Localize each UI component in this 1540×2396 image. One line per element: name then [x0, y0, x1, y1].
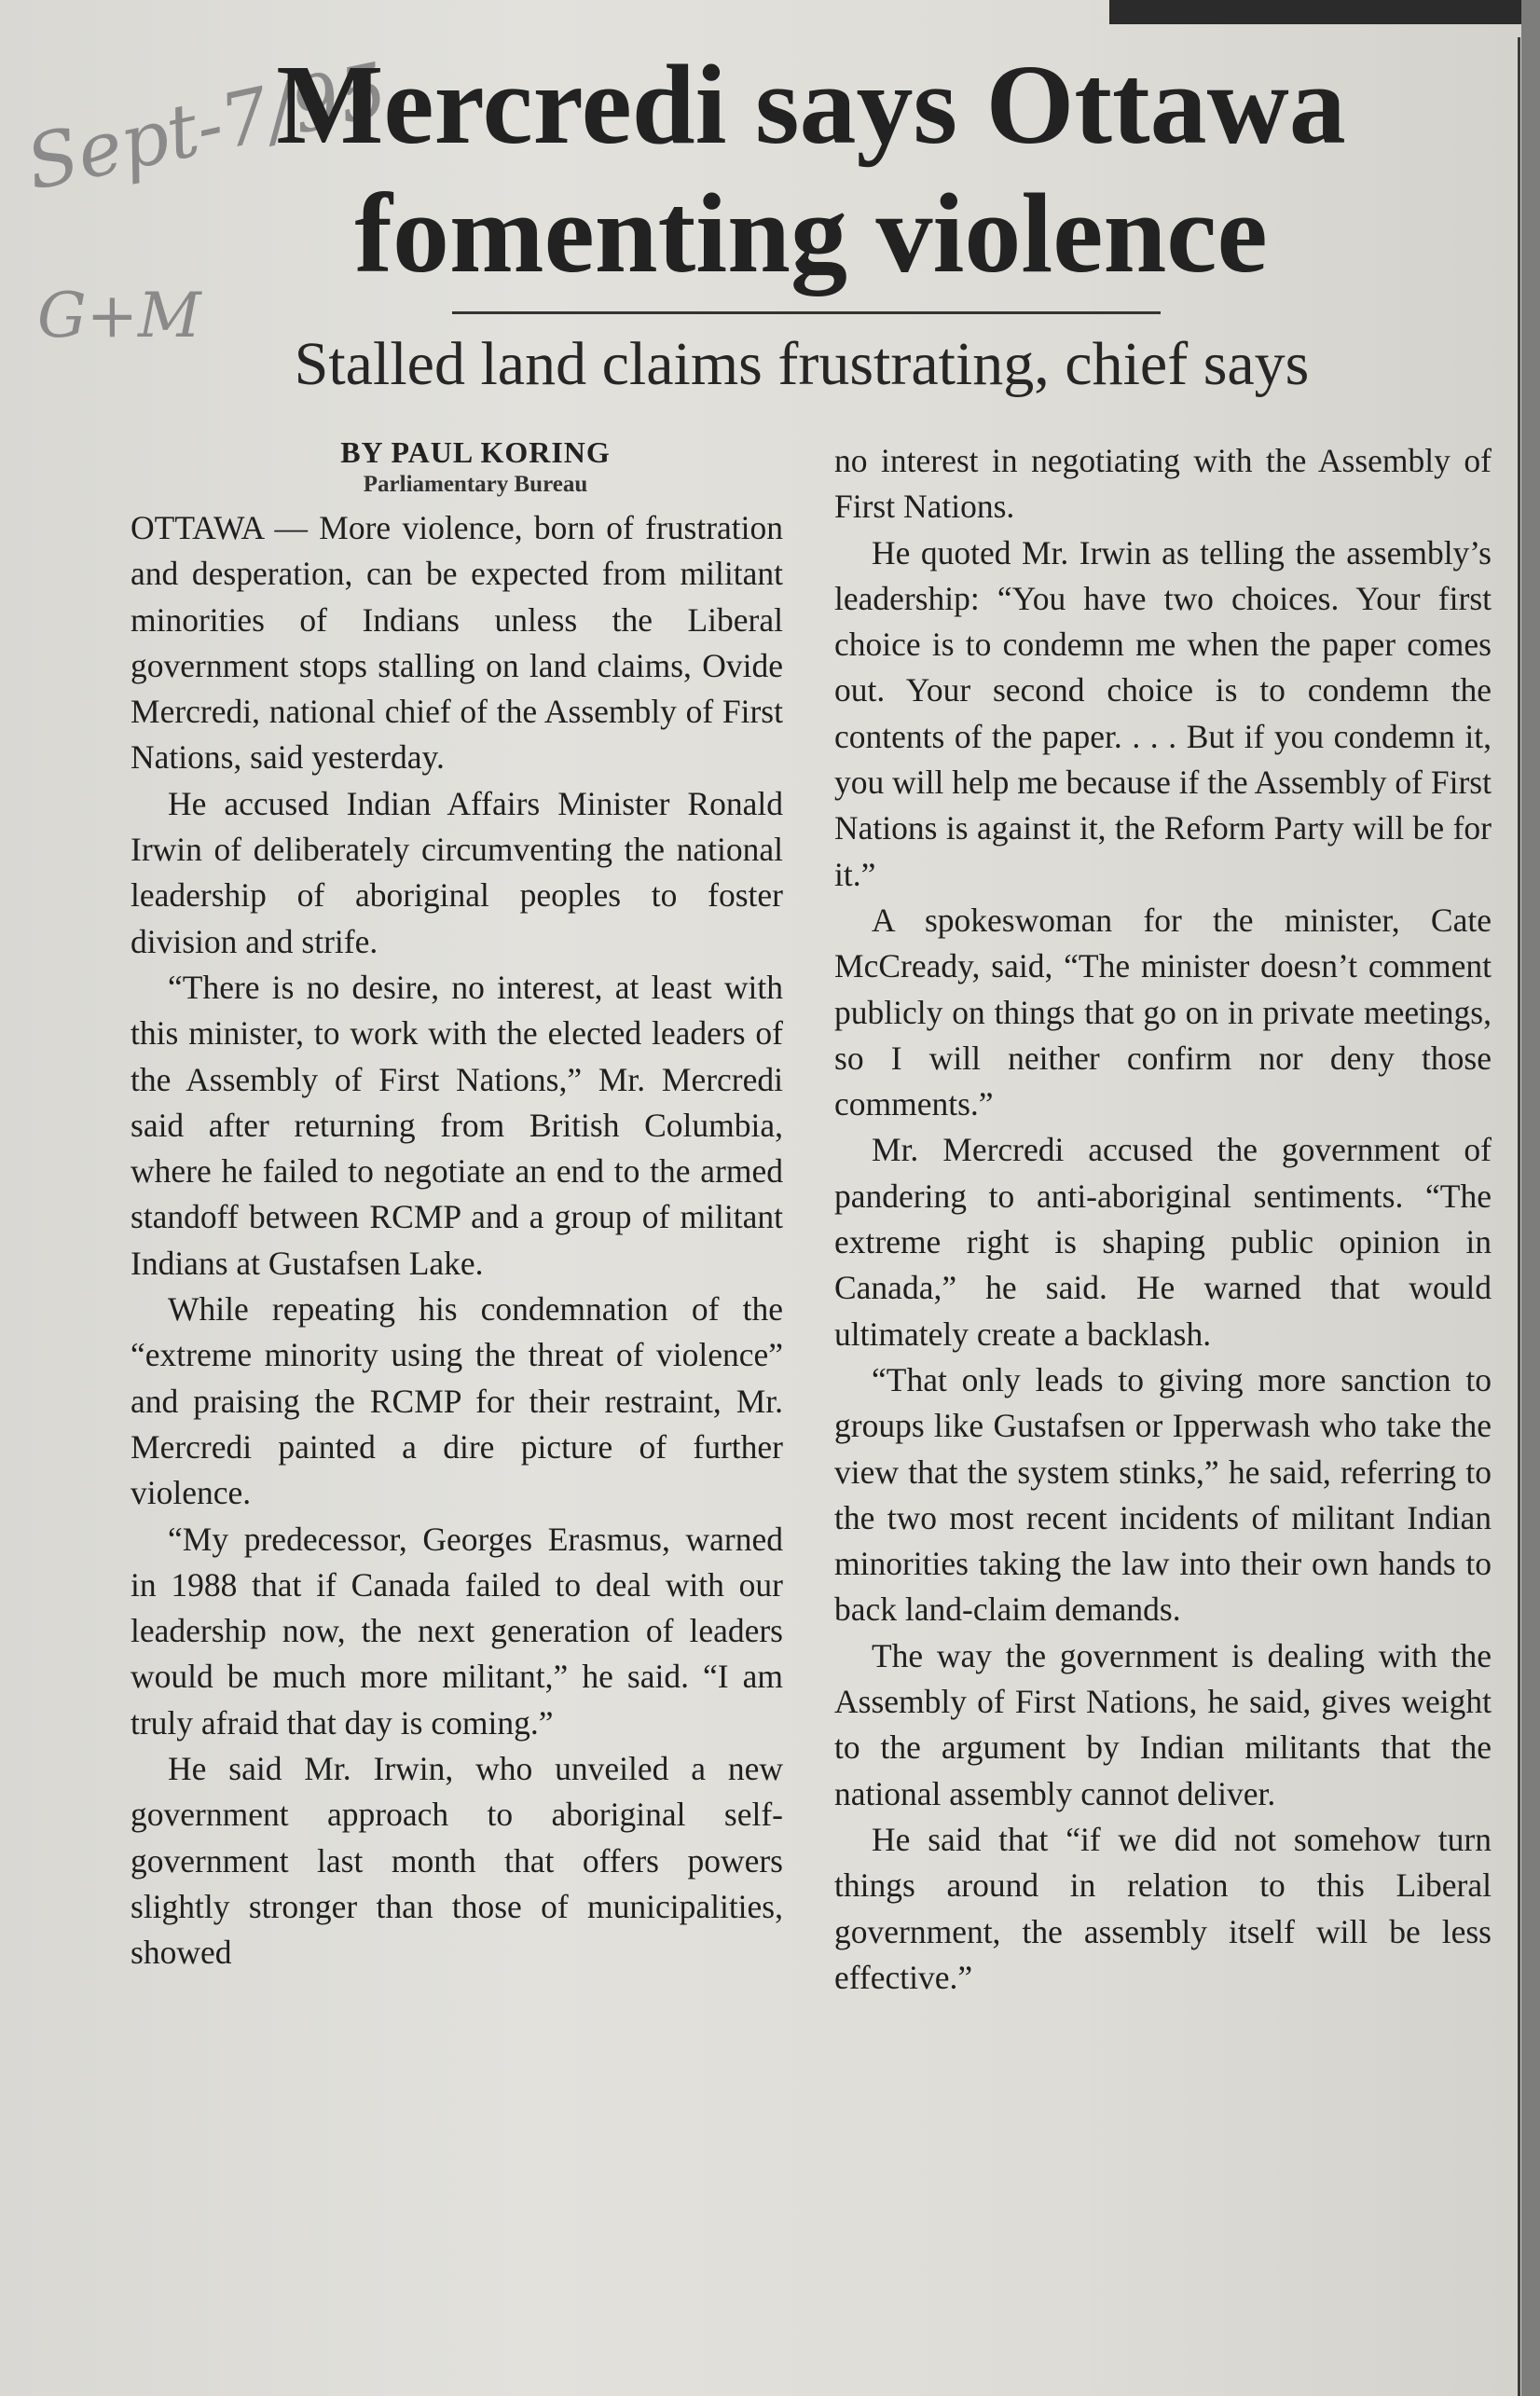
- byline: [131, 434, 820, 499]
- article-paragraph: no interest in negotiating with the Assembly of First Nations.: [834, 442, 1492, 526]
- article-column-right: [834, 438, 1492, 2001]
- subheadline: Stalled land claims frustrating, chief says: [294, 330, 1310, 398]
- article-paragraph: He said Mr. Irwin, who unveiled a new government approach to aboriginal self-government last month that offers powers slightly stronger than those of municipalities, showed: [131, 1750, 783, 1972]
- handwritten-source: G+M: [37, 280, 201, 351]
- article-paragraph: A spokeswoman for the minister, Cate McCready, said, “The minister doesn’t comment publicly on things that go on in private meetings, so I will neither confirm nor deny those comments.”: [834, 901, 1492, 1123]
- clipping-edge-shadow: [1109, 0, 1521, 24]
- byline-bureau: Parliamentary Bureau: [363, 472, 588, 497]
- headline-divider: [452, 311, 1161, 314]
- handwritten-date: Sept-7/95: [19, 46, 395, 207]
- article-paragraph: “That only leads to giving more sanction to groups like Gustafsen or Ipperwash who take the view that the system stinks,” he said, referring to the two most recent incidents of militant Indian minorities taking the law into their own hands to back land-claim demands.: [834, 1360, 1492, 1629]
- article-paragraph: He quoted Mr. Irwin as telling the assembly’s leadership: “You have two choices. Your first choice is to condemn me when the paper comes out. Your second choice is to condemn the contents of the paper. . . . But if you condemn it, you will help me because if the Assembly of First Nations is against it, the Reform Party will be for it.”: [834, 533, 1492, 893]
- article-paragraph: While repeating his condemnation of the “extreme minority using the threat of violence” and praising the RCMP for their restraint, Mr. Mercredi painted a dire picture of further violence.: [131, 1290, 783, 1512]
- column-border-rule: [1518, 37, 1520, 2396]
- article-paragraph: “There is no desire, no interest, at least with this minister, to work with the elected leaders of the Assembly of First Nations,” Mr. Mercredi said after returning from British Columbia, where he failed to negotiate an end to the armed standoff between RCMP and a group of militant Indians at Gustafsen Lake.: [131, 968, 783, 1282]
- article-paragraph: He said that “if we did not somehow turn things around in relation to this Liberal government, the assembly itself will be less effective.”: [834, 1820, 1492, 1996]
- article-paragraph: He accused Indian Affairs Minister Ronald Irwin of deliberately circumventing the national leadership of aboriginal peoples to foster division and strife.: [131, 784, 783, 960]
- article-paragraph: Mr. Mercredi accused the government of pandering to anti-aboriginal sentiments. “The extreme right is shaping public opinion in Canada,” he said. He warned that would ultimately create a backlash.: [834, 1131, 1492, 1353]
- headline-line-1: Mercredi says Ottawa: [276, 42, 1346, 168]
- headline-line-2: fomenting violence: [354, 171, 1268, 296]
- article-column-left: [131, 505, 783, 1976]
- byline-author: BY PAUL KORING: [340, 435, 611, 469]
- article-paragraph: “My predecessor, Georges Erasmus, warned in 1988 that if Canada failed to deal with our leadership now, the next generation of leaders would be much more militant,” he said. “I am truly afraid that day is coming.”: [131, 1520, 783, 1742]
- article-paragraph: The way the government is dealing with the Assembly of First Nations, he said, gives weight to the argument by Indian militants that the national assembly cannot deliver.: [834, 1636, 1492, 1812]
- headline: [158, 41, 1464, 298]
- article-paragraph: OTTAWA — More violence, born of frustration and desperation, can be expected from militant minorities of Indians unless the Liberal government stops stalling on land claims, Ovide Mercredi, national chief of the Assembly of First Nations, said yesterday.: [131, 509, 783, 777]
